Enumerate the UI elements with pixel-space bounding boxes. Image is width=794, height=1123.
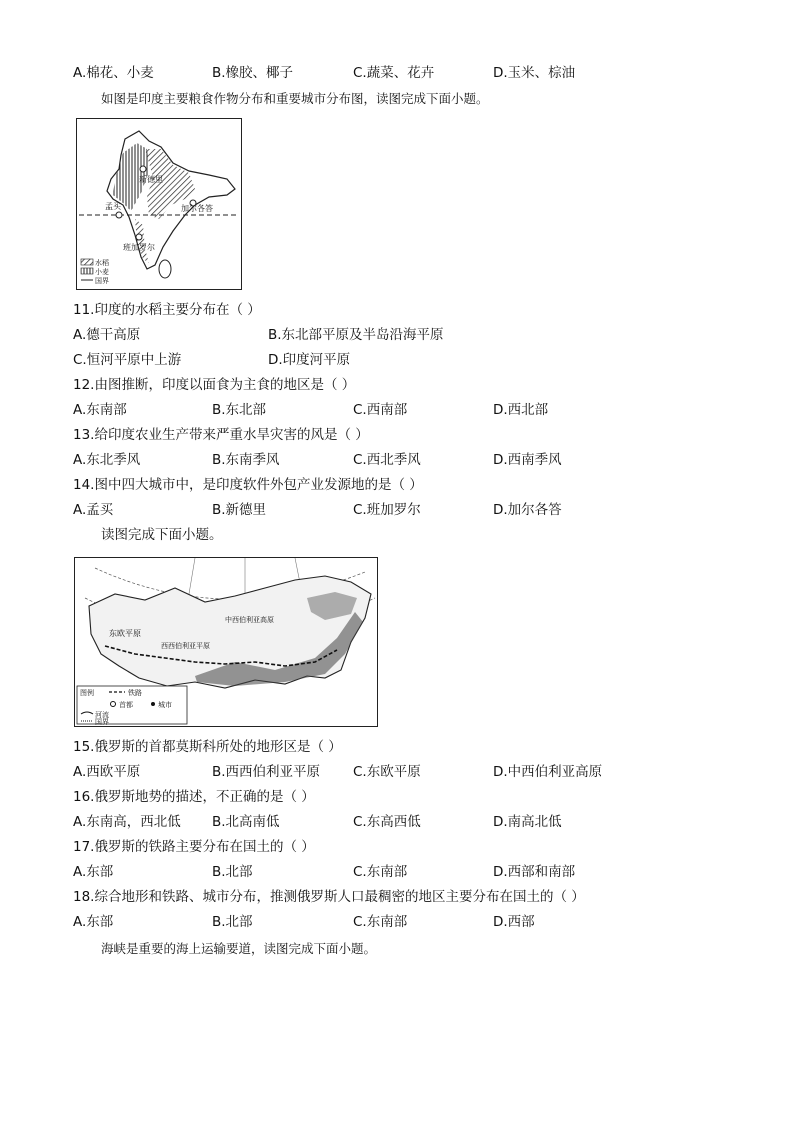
q11-option-d[interactable]: D.印度河平原	[268, 352, 351, 368]
q13-option-a[interactable]: A.东北季风	[73, 452, 141, 468]
q16-stem: 16.俄罗斯地势的描述，不正确的是（ ）	[73, 789, 315, 805]
q18-option-d[interactable]: D.西部	[493, 914, 535, 930]
q12-option-b[interactable]: B.东北部	[212, 402, 267, 418]
q15-option-b[interactable]: B.西西伯利亚平原	[212, 764, 321, 780]
q14-option-a[interactable]: A.孟买	[73, 502, 114, 518]
legend-border: 国界	[95, 277, 109, 285]
legend-title: 图例	[80, 689, 94, 697]
legend-city: 城市	[158, 701, 172, 709]
q15-stem: 15.俄罗斯的首都莫斯科所处的地形区是（ ）	[73, 739, 342, 755]
q18-option-b[interactable]: B.北部	[212, 914, 253, 930]
q14-option-b[interactable]: B.新德里	[212, 502, 267, 518]
sri-lanka	[159, 260, 171, 278]
q15-option-d[interactable]: D.中西伯利亚高原	[493, 764, 603, 780]
q11-option-b[interactable]: B.东北部平原及半岛沿海平原	[268, 327, 444, 343]
q17-option-c[interactable]: C.东南部	[353, 864, 408, 880]
q17-option-a[interactable]: A.东部	[73, 864, 114, 880]
q17-stem: 17.俄罗斯的铁路主要分布在国土的（ ）	[73, 839, 315, 855]
city-mumbai: 孟买	[105, 202, 121, 211]
q12-option-c[interactable]: C.西南部	[353, 402, 408, 418]
q12-option-a[interactable]: A.东南部	[73, 402, 127, 418]
q11-stem: 11.印度的水稻主要分布在（ ）	[73, 302, 261, 318]
q18-option-a[interactable]: A.东部	[73, 914, 114, 930]
label-east-european-plain: 东欧平原	[109, 629, 141, 638]
legend-capital: 首都	[119, 701, 133, 709]
q13-option-c[interactable]: C.西北季风	[353, 452, 421, 468]
q14-stem: 14.图中四大城市中，是印度软件外包产业发源地的是（ ）	[73, 477, 423, 493]
q18-option-c[interactable]: C.东南部	[353, 914, 408, 930]
city-bangalore: 班加罗尔	[123, 243, 155, 252]
label-west-siberian-plain: 西西伯利亚平原	[161, 642, 210, 650]
q16-option-c[interactable]: C.东高西低	[353, 814, 421, 830]
q13-option-b[interactable]: B.东南季风	[212, 452, 280, 468]
q11-option-c[interactable]: C.恒河平原中上游	[73, 352, 182, 368]
city-kolkata: 加尔各答	[181, 204, 213, 213]
legend-river: 河流	[95, 711, 109, 719]
legend-border: 国界	[95, 718, 109, 726]
q16-option-d[interactable]: D.南高北低	[493, 814, 562, 830]
q16-option-b[interactable]: B.北高南低	[212, 814, 280, 830]
india-map	[76, 118, 242, 290]
q12-stem: 12.由图推断，印度以面食为主食的地区是（ ）	[73, 377, 356, 393]
prev-option-d[interactable]: D.玉米、棕油	[493, 65, 576, 81]
q14-option-c[interactable]: C.班加罗尔	[353, 502, 421, 518]
city-newdelhi: 新德里	[139, 175, 163, 184]
q17-option-b[interactable]: B.北部	[212, 864, 253, 880]
india-intro: 如图是印度主要粮食作物分布和重要城市分布图，读图完成下面小题。	[101, 91, 489, 106]
russia-intro: 读图完成下面小题。	[101, 527, 223, 543]
q15-option-c[interactable]: C.东欧平原	[353, 764, 421, 780]
russia-map	[74, 557, 378, 727]
prev-option-a[interactable]: A.棉花、小麦	[73, 65, 154, 81]
q16-option-a[interactable]: A.东南高，西北低	[73, 814, 181, 830]
strait-intro: 海峡是重要的海上运输要道，读图完成下面小题。	[101, 941, 377, 956]
q18-stem: 18.综合地形和铁路、城市分布，推测俄罗斯人口最稠密的地区主要分布在国土的（ ）	[73, 889, 585, 905]
legend-wheat: 小麦	[95, 268, 109, 276]
legend-railway: 铁路	[128, 689, 142, 697]
q15-option-a[interactable]: A.西欧平原	[73, 764, 141, 780]
q11-option-a[interactable]: A.德干高原	[73, 327, 141, 343]
q12-option-d[interactable]: D.西北部	[493, 402, 549, 418]
q14-option-d[interactable]: D.加尔各答	[493, 502, 562, 518]
q17-option-d[interactable]: D.西部和南部	[493, 864, 576, 880]
label-central-siberian-plateau: 中西伯利亚高原	[225, 616, 274, 624]
prev-option-c[interactable]: C.蔬菜、花卉	[353, 65, 435, 81]
prev-option-b[interactable]: B.橡胶、椰子	[212, 65, 294, 81]
legend-rice: 水稻	[95, 259, 109, 267]
q13-option-d[interactable]: D.西南季风	[493, 452, 562, 468]
q13-stem: 13.给印度农业生产带来严重水旱灾害的风是（ ）	[73, 427, 369, 443]
